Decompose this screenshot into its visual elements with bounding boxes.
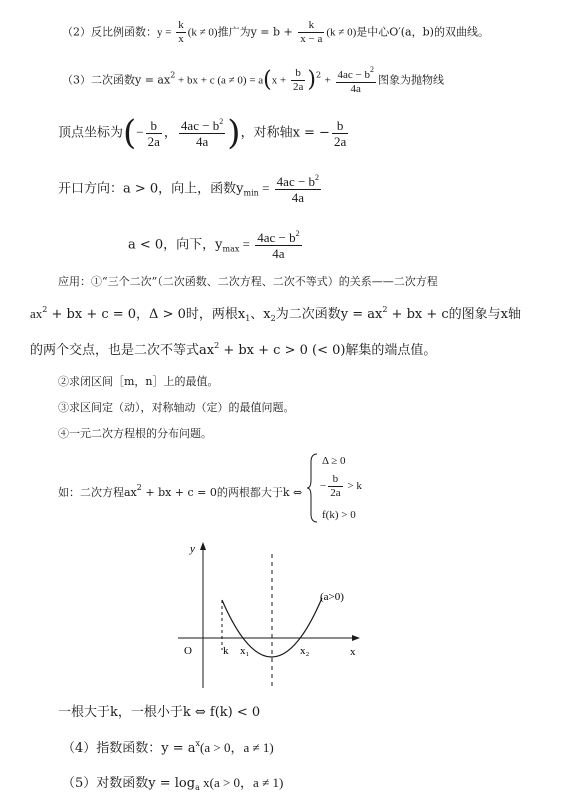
x1-label: x₁ xyxy=(240,645,250,657)
item-exponential: （4）指数函数：$y = a^x(a > 0$，a ≠ 1) xyxy=(62,739,274,756)
opening-down: a < 0，向下，$y_{max}$ = $\frac{4ac - b^2}{4a}$ xyxy=(128,229,300,261)
item3-frac-vertex-y: $\frac{4ac - b^2}{4a}$ xyxy=(337,65,374,95)
example-condition: 如：二次方程$ax^2$ + bx + c = 0的两根都大于k ⇔ xyxy=(58,483,303,499)
item-logarithmic: （5）对数函数$y = \log_a x(a > 0$，a ≠ 1) xyxy=(62,775,284,792)
origin-label: O xyxy=(184,645,192,657)
application-roots: $ax^2$ + bx + c = 0，Δ > 0时，两根$x_1$、$x_2$为二次函数$y = ax^2$ + bx + c的图象与x轴 xyxy=(30,305,522,323)
x-label: x xyxy=(350,646,356,658)
condition-delta: Δ ≥ 0 xyxy=(322,455,346,467)
one-root-condition: 一根大于k，一根小于k ⇔ f(k) < 0 xyxy=(58,705,261,720)
ymax-frac: $\frac{4ac - b^2}{4a}$ xyxy=(257,229,300,261)
opening-up: 开口方向：a > 0，向上，函数$y_{min}$ = $\frac{4ac - b^2}{4a}$ xyxy=(58,173,320,205)
parabola-graph xyxy=(170,540,370,690)
x-axis-arrow xyxy=(352,635,360,641)
vertex-frac-y: $\frac{4ac - b^2}{4a}$ xyxy=(180,117,224,149)
y-label: y xyxy=(190,543,195,555)
application-intro: 应用：①“三个二次”（二次函数、二次方程、二次不等式）的关系——二次方程 xyxy=(58,275,438,288)
k-label: k xyxy=(223,645,229,657)
item-quadratic-function: （3）二次函数$y = ax^2$ + bx + c (a ≠ 0) = a(x + $\frac{b}{2a}$ )$^2$ + $\frac{4ac - b^2}{4a}$ 图象为抛物线 xyxy=(62,65,444,95)
vertex-coordinates: 顶点坐标为(− $\frac{b}{2a}$ ， $\frac{4ac - b^2}{4a}$ )，对称轴x = − $\frac{b}{2a}$ xyxy=(58,113,347,153)
item2-frac-k-over-x: $\frac{k}{x}$ xyxy=(178,19,184,45)
condition-brace xyxy=(305,452,321,524)
item3-frac-b-over-2a: $\frac{b}{2a}$ xyxy=(292,67,304,93)
application-inequality: 的两个交点，也是二次不等式$ax^2$ + bx + c > 0 (< 0)解集的端点值。 xyxy=(30,341,437,358)
vertex-frac-x: $\frac{b}{2a}$ xyxy=(147,117,160,149)
axis-frac: $\frac{b}{2a}$ xyxy=(333,117,347,149)
condition-axis-frac: $\frac{b}{2a}$ xyxy=(330,473,341,499)
item2-eq: y = xyxy=(157,26,175,39)
item-inverse-proportion: （2）反比例函数：y = $\frac{k}{x}$ (k ≠ 0)推广为y = b + $\frac{k}{x - a}$ (k ≠ 0)是中心O′(a，b)的双曲线。 xyxy=(62,19,489,45)
application-3: ③求区间定（动），对称轴动（定）的最值问题。 xyxy=(58,401,295,414)
item2-frac-k-over-x-minus-a: $\frac{k}{x - a}$ xyxy=(300,19,323,45)
y-axis-arrow xyxy=(200,542,206,550)
curve-label: (a>0) xyxy=(320,591,344,603)
application-4: ④一元二次方程根的分布问题。 xyxy=(58,427,212,440)
application-2: ②求闭区间［m，n］上的最值。 xyxy=(58,375,219,388)
condition-fk: f(k) > 0 xyxy=(322,509,356,521)
item2-prefix: （2）反比例函数： xyxy=(62,25,157,39)
condition-axis: − $\frac{b}{2a}$ > k xyxy=(320,473,362,499)
x2-label: x₂ xyxy=(300,645,310,657)
ymin-frac: $\frac{4ac - b^2}{4a}$ xyxy=(276,173,320,205)
